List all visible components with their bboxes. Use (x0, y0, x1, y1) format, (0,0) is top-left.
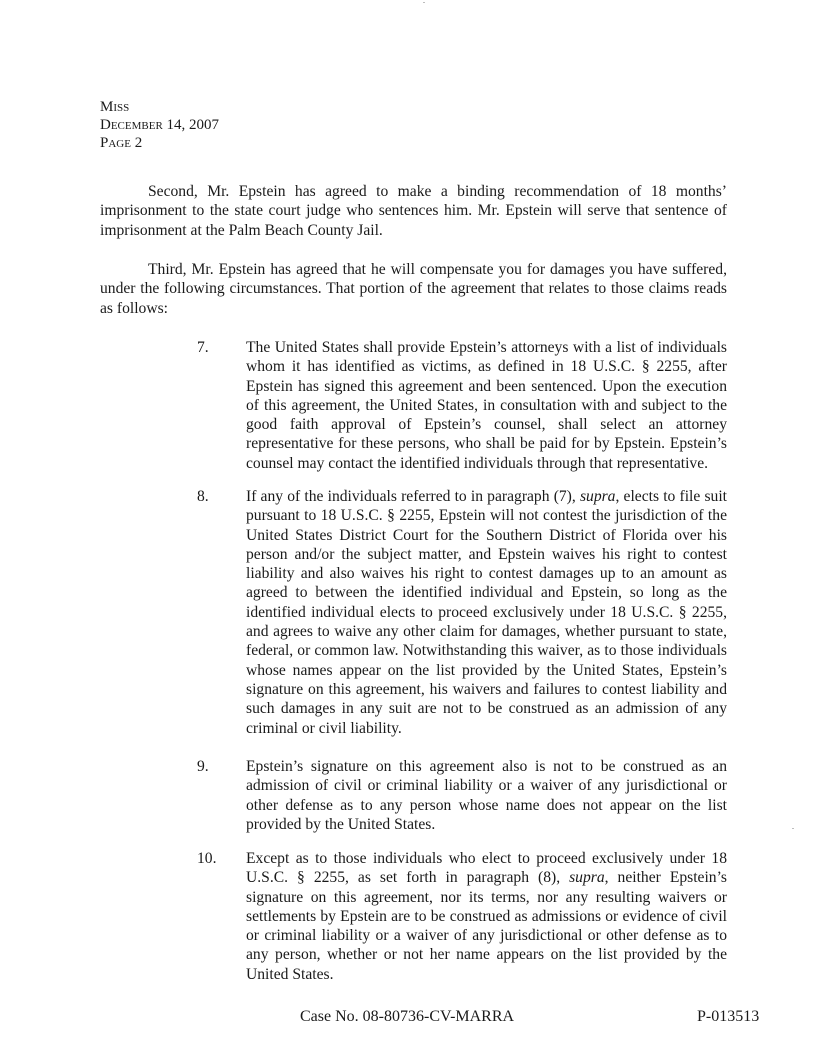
item-text: The United States shall provide Epstein’s attorneys with a list of individuals whom it has identified as victims, as defined in 18 U.S.C. § 2255, after Epstein has signed this agreement and been sentenced. Upon the execution of this agreement, the United States, in consultation with and subject to the good faith approval of Epstein’s counsel, shall select an attorney representative for these persons, who shall be paid for by Epstein. Epstein’s counsel may contact the identified individuals through that representative. (246, 339, 727, 472)
agreement-item-7 (197, 338, 727, 473)
item-text-italic: supra (569, 869, 605, 887)
item-text-before: If any of the individuals referred to in paragraph (7), (246, 488, 580, 505)
header-page: Page 2 (100, 135, 143, 151)
paragraph-third: Third, Mr. Epstein has agreed that he will compensate you for damages you have suffered, under the following circumstances. That portion of the agreement that relates to those claims reads as follows: (100, 261, 727, 317)
agreement-item-10 (197, 849, 727, 984)
scan-artifact (423, 2, 425, 3)
item-text: Epstein’s signature on this agreement also is not to be construed as an admission of civil or criminal liability or a waiver of any jurisdictional or other defense as to any person whose name does not appear on the list provided by the United States. (246, 758, 727, 833)
scan-artifact (792, 828, 794, 829)
paragraph-second: Second, Mr. Epstein has agreed to make a binding recommendation of 18 months’ imprisonment to the state court judge who sentences him. Mr. Epstein will serve that sentence of imprisonment at the Palm Beach County Jail. (100, 183, 727, 239)
item-number: 9. (197, 758, 209, 775)
footer-case-number: Case No. 08-80736-CV-MARRA (300, 1008, 515, 1025)
item-number: 8. (197, 488, 209, 505)
header-date: December 14, 2007 (100, 117, 220, 133)
item-number: 7. (197, 339, 209, 356)
item-text (246, 849, 727, 984)
header-recipient: Miss (100, 99, 130, 115)
item-text-before: Except as to those individuals who elect to proceed exclusively under 18 U.S.C. § 2255, as set forth in paragraph (8), (246, 850, 727, 887)
agreement-item-8 (197, 487, 727, 738)
item-text-after: , neither Epstein’s signature on this agreement, nor its terms, nor any resulting waivers or settlements by Epstein are to be construed as admissions or evidence of civil or criminal liability or a waiver of any jurisdictional or other defense as to any person, whether or not her name appears on the list provided by the United States. (246, 869, 727, 983)
agreement-item-9 (197, 757, 727, 834)
item-text-after: , elects to file suit pursuant to 18 U.S.C. § 2255, Epstein will not contest the jurisdiction of the United States District Court for the Southern District of Florida over his person and/or the subject matter, and Epstein waives his right to contest liability and also waives his right to contest damages up to an amount as agreed to between the identified individual and Epstein, so long as the identified individual elects to proceed exclusively under 18 U.S.C. § 2255, and agrees to waive any other claim for damages, whether pursuant to state, federal, or common law. Notwithstanding this waiver, as to those individuals whose names appear on the list provided by the United States, Epstein’s signature on this agreement, his waivers and failures to contest liability and such damages in any suit are not to be construed as an admission of any criminal or civil liability. (246, 488, 727, 737)
footer-bates-number: P-013513 (697, 1008, 760, 1025)
item-text-italic: supra (579, 488, 616, 505)
item-text (246, 487, 727, 738)
letter-header (100, 98, 219, 152)
item-number: 10. (197, 850, 217, 867)
